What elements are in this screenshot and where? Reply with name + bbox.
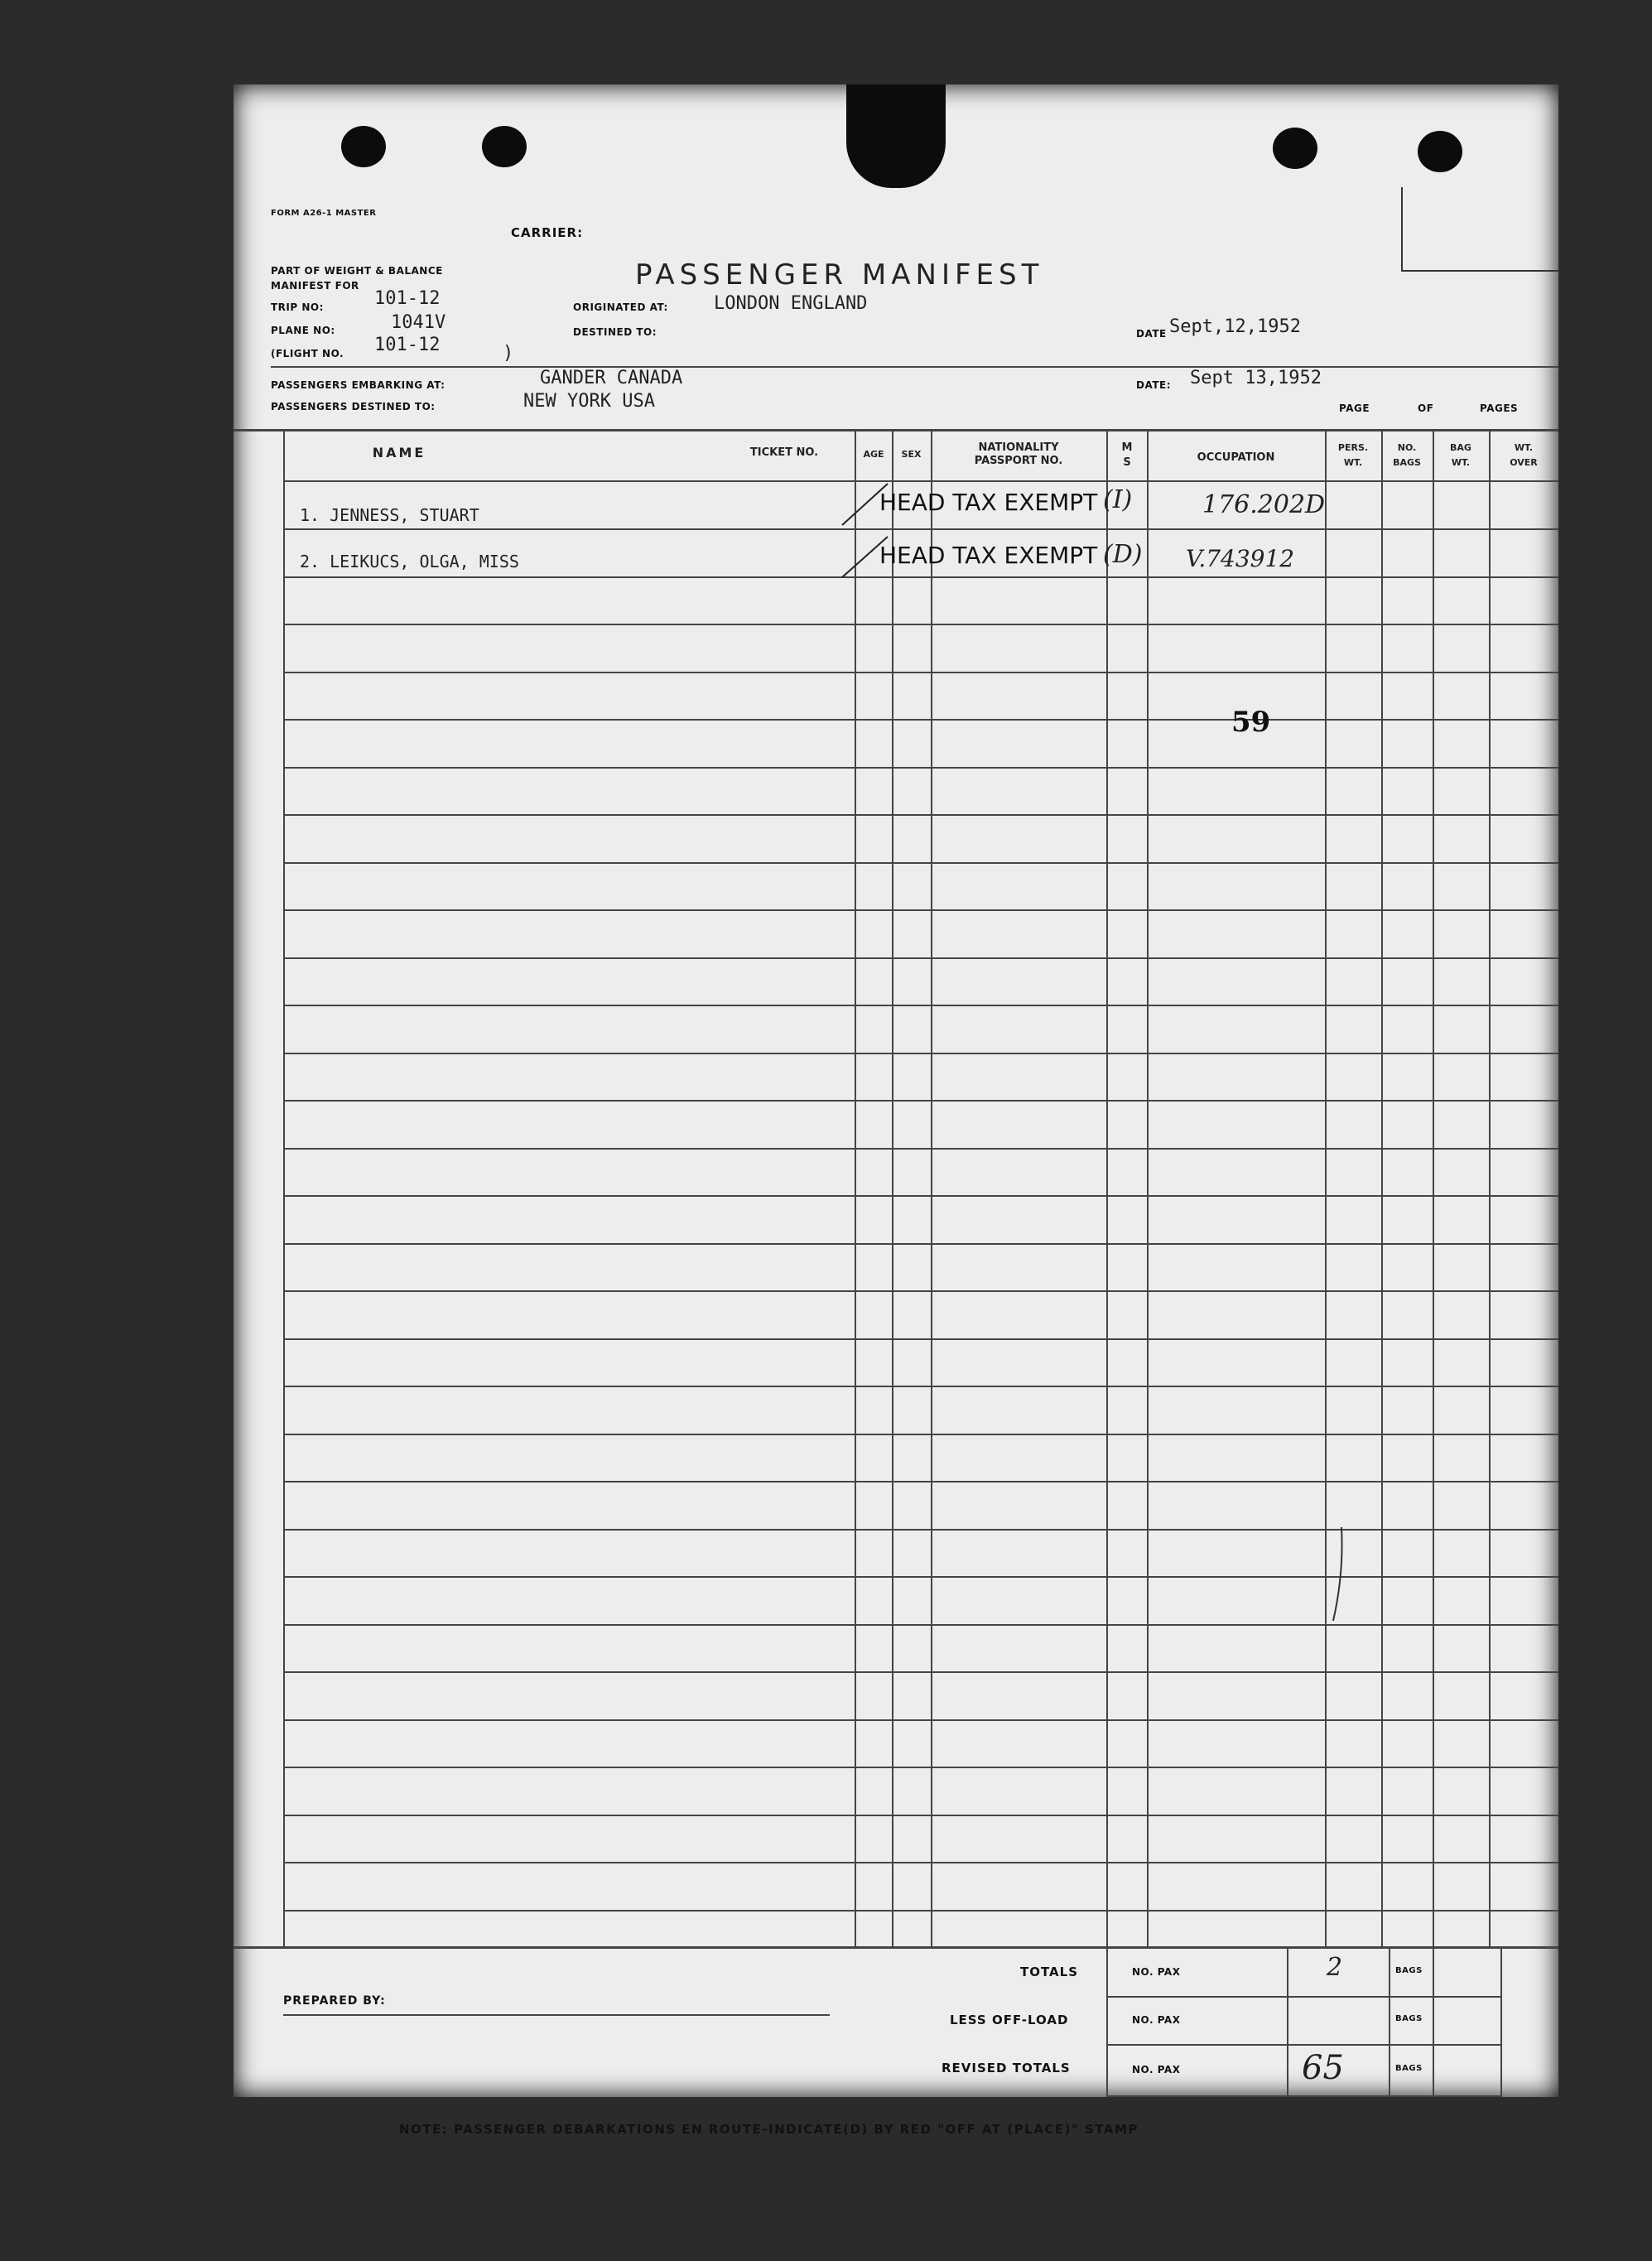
less-pax-label: NO. PAX xyxy=(1132,2014,1181,2026)
originated: LONDON ENGLAND xyxy=(714,293,868,314)
embarking-label: PASSENGERS EMBARKING AT: xyxy=(271,379,446,391)
prepared-label: PREPARED BY: xyxy=(283,1994,386,2008)
table-header-rule xyxy=(283,480,1558,482)
col-ticket: TICKET NO. xyxy=(749,446,819,459)
totals-bags-label: BAGS xyxy=(1395,1966,1423,1975)
punch-hole-right-2 xyxy=(1418,131,1462,172)
revised-label: REVISED TOTALS xyxy=(942,2061,1071,2075)
totals-mid-line xyxy=(1287,1948,1288,2097)
table-row-rule xyxy=(283,1576,1558,1578)
carrier-label: CARRIER: xyxy=(511,225,584,240)
dest: NEW YORK USA xyxy=(523,391,655,412)
page-label: PAGE xyxy=(1339,403,1370,414)
pages-label: PAGES xyxy=(1480,403,1519,414)
trip-no: 101-12 xyxy=(374,288,441,309)
col-bags-1: NO. xyxy=(1397,442,1417,453)
revised-bags-label: BAGS xyxy=(1395,2064,1423,2073)
col-bagwt-1: BAG xyxy=(1450,442,1471,453)
table-row-rule xyxy=(283,1624,1558,1626)
table-row-rule xyxy=(283,672,1558,673)
col-pers-2: WT. xyxy=(1343,457,1363,468)
revised-pax-value: 65 xyxy=(1302,2049,1344,2087)
header-rule-1 xyxy=(271,366,1558,368)
col-over-2: OVER xyxy=(1510,457,1538,468)
table-row-rule xyxy=(283,1243,1558,1245)
col-over-1: WT. xyxy=(1514,442,1534,453)
totals-end-line xyxy=(1500,1948,1502,2097)
table-top-rule xyxy=(234,429,1558,431)
of-label: OF xyxy=(1418,403,1434,414)
flight-no: 101-12 xyxy=(374,335,441,355)
punch-hole-left-1 xyxy=(341,126,386,167)
revised-pax-label: NO. PAX xyxy=(1132,2064,1181,2075)
col-ms-1: M xyxy=(1121,441,1133,454)
passenger-1-mark: (I) xyxy=(1103,485,1133,514)
table-row-rule xyxy=(283,767,1558,769)
manifest-sheet xyxy=(234,84,1558,2137)
torn-top-edge xyxy=(846,84,946,188)
table-row-rule xyxy=(283,1815,1558,1816)
passenger-1-name: 1. JENNESS, STUART xyxy=(300,505,479,525)
footer-note: NOTE: PASSENGER DEBARKATIONS EN ROUTE-INDICATE(D) BY RED "OFF AT (PLACE)" STAMP xyxy=(399,2122,1139,2137)
totals-label: TOTALS xyxy=(1020,1965,1079,1979)
table-row-rule xyxy=(283,1719,1558,1721)
trip-label: TRIP NO: xyxy=(271,301,324,313)
table-row-rule xyxy=(283,909,1558,911)
totals-rule-2 xyxy=(1106,2044,1500,2046)
table-row-rule xyxy=(283,1529,1558,1531)
table-row-rule xyxy=(283,1434,1558,1435)
passenger-1-note: 176.202D xyxy=(1202,490,1326,519)
col-name: NAME xyxy=(372,445,426,460)
table-row-rule xyxy=(283,1195,1558,1197)
part-of-label-2: MANIFEST FOR xyxy=(271,280,359,292)
passenger-2-stamp: HEAD TAX EXEMPT xyxy=(879,542,1098,569)
table-row-rule xyxy=(283,814,1558,816)
table-row-rule xyxy=(283,1386,1558,1387)
table-row-rule xyxy=(283,1148,1558,1150)
corner-box xyxy=(1401,187,1560,272)
flight-label: (FLIGHT NO. xyxy=(271,348,344,359)
totals-pax-label: NO. PAX xyxy=(1132,1966,1181,1978)
col-pers-1: PERS. xyxy=(1337,442,1369,453)
prepared-line xyxy=(283,2014,830,2016)
col-bags-2: BAGS xyxy=(1393,457,1421,468)
pencil-mark xyxy=(1327,1526,1351,1625)
totals-right-line xyxy=(1389,1948,1390,2097)
embarking: GANDER CANADA xyxy=(540,368,683,388)
plane-label: PLANE NO: xyxy=(271,325,335,336)
totals-left-line xyxy=(1106,1948,1108,2097)
passenger-1-stamp: HEAD TAX EXEMPT xyxy=(879,489,1098,516)
table-row-rule xyxy=(283,1005,1558,1006)
table-row-rule xyxy=(283,1910,1558,1911)
totals-pax-value: 2 xyxy=(1327,1953,1343,1982)
date-1: Sept,12,1952 xyxy=(1169,316,1301,337)
col-sex: SEX xyxy=(901,449,922,460)
table-row-rule xyxy=(283,624,1558,625)
totals-top-rule xyxy=(234,1946,1558,1949)
totals-rule-1 xyxy=(1106,1996,1500,1998)
table-row-rule xyxy=(283,1100,1558,1102)
part-of-label-1: PART OF WEIGHT & BALANCE xyxy=(271,265,443,277)
dest-label: PASSENGERS DESTINED TO: xyxy=(271,401,436,412)
table-row-rule xyxy=(283,957,1558,959)
table-row-rule xyxy=(283,1767,1558,1768)
totals-rule-3 xyxy=(1106,2095,1500,2097)
page-number: 59 xyxy=(1231,706,1271,739)
originated-label: ORIGINATED AT: xyxy=(573,301,668,313)
table-row-rule xyxy=(283,1481,1558,1482)
col-nationality-1: NATIONALITY xyxy=(978,441,1059,454)
punch-hole-left-2 xyxy=(482,126,527,167)
col-ms-2: S xyxy=(1123,456,1131,469)
less-bags-label: BAGS xyxy=(1395,2014,1423,2023)
col-bagwt-2: WT. xyxy=(1451,457,1471,468)
passenger-2-name: 2. LEIKUCS, OLGA, MISS xyxy=(300,552,519,571)
passenger-2-note: V.743912 xyxy=(1186,545,1295,572)
stamp-slashes xyxy=(826,474,892,581)
punch-hole-right-1 xyxy=(1273,128,1317,169)
form-code: FORM A26-1 MASTER xyxy=(271,209,377,218)
manifest-title: PASSENGER MANIFEST xyxy=(635,258,1044,292)
table-row-rule xyxy=(283,1338,1558,1340)
date-label-2: DATE: xyxy=(1136,379,1171,391)
table-row-rule xyxy=(283,576,1558,578)
table-row-rule xyxy=(283,1053,1558,1054)
table-row-rule xyxy=(283,1862,1558,1863)
passenger-2-mark: (D) xyxy=(1103,540,1143,569)
table-row-rule xyxy=(283,862,1558,864)
table-row-rule xyxy=(283,1671,1558,1673)
table-row-rule xyxy=(283,528,1558,530)
flight-close: ) xyxy=(503,343,514,364)
date-2: Sept 13,1952 xyxy=(1190,368,1322,388)
plane-no: 1041V xyxy=(391,312,446,333)
col-occupation: OCCUPATION xyxy=(1197,451,1275,464)
table-row-rule xyxy=(283,719,1558,721)
date-label-1: DATE xyxy=(1136,328,1167,340)
table-row-rule xyxy=(283,1290,1558,1292)
less-label: LESS OFF-LOAD xyxy=(950,2013,1069,2027)
col-nationality-2: PASSPORT NO. xyxy=(974,455,1063,467)
totals-bags-line xyxy=(1433,1948,1434,2097)
col-age: AGE xyxy=(863,449,884,460)
destined-label: DESTINED TO: xyxy=(573,326,657,338)
